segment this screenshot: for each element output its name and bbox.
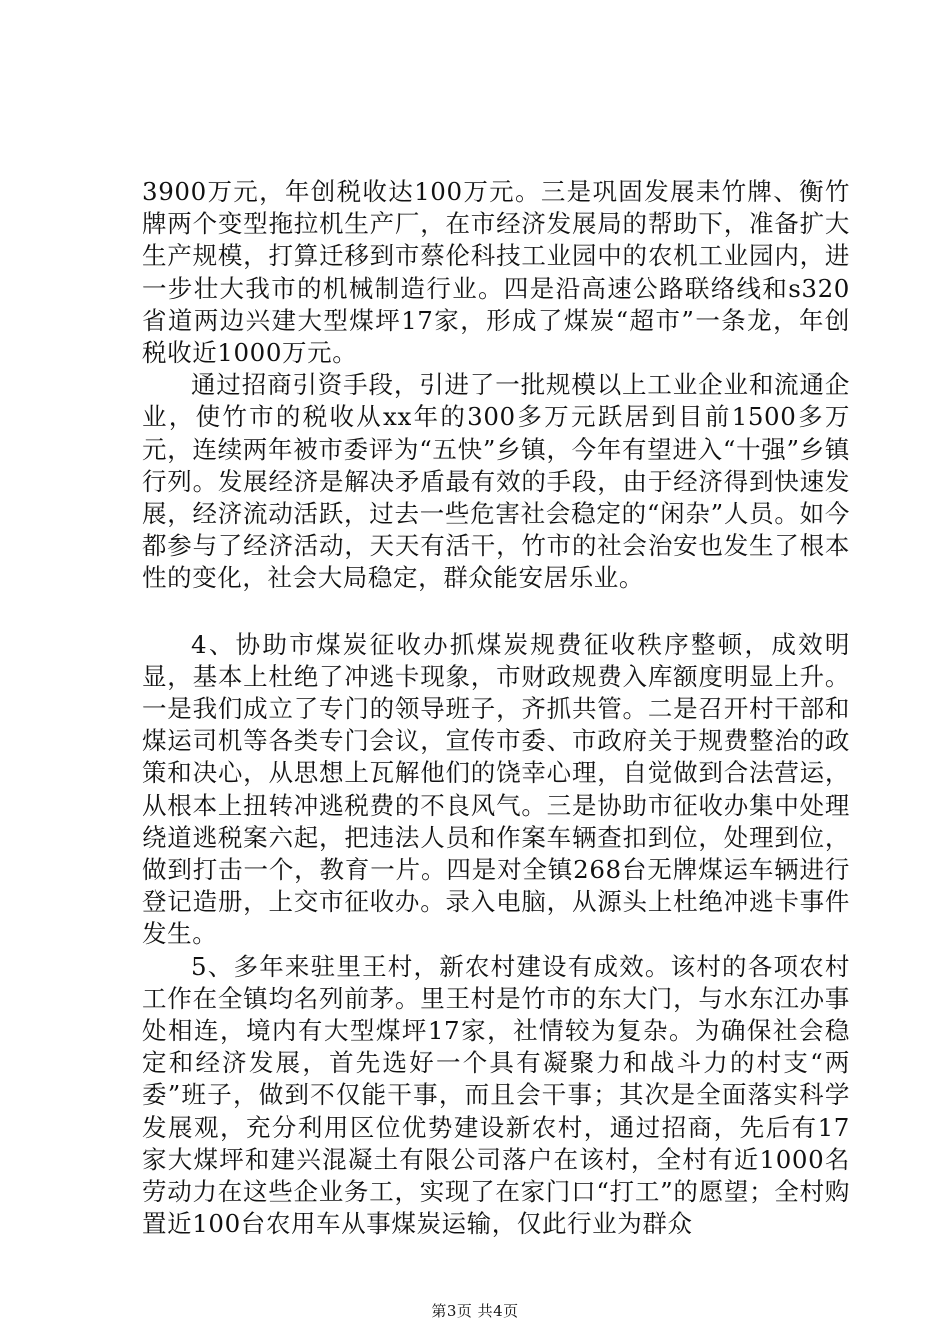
paragraph-2: 通过招商引资手段，引进了一批规模以上工业企业和流通企业，使竹市的税收从xx年的300多万元跃居到目前1500多万元，连续两年被市委评为“五快”乡镇，今年有望进入“十强”乡镇行列。发展经济是解决矛盾最有效的手段，由于经济得到快速发展，经济流动活跃，过去一些危害社会稳定的“闲杂”人员。如今都参与了经济活动，天天有活干，竹市的社会治安也发生了根本性的变化，社会大局稳定，群众能安居乐业。 — [142, 370, 850, 593]
page-footer: 第3页 共4页 — [431, 1302, 519, 1320]
paragraph-4: 5、多年来驻里王村，新农村建设有成效。该村的各项农村工作在全镇均名列前茅。里王村是竹市的东大门，与水东江办事处相连，境内有大型煤坪17家，社情较为复杂。为确保社会稳定和经济发展，首先选好一个具有凝聚力和战斗力的村支“两委”班子，做到不仅能干事，而且会干事；其次是全面落实科学发展观，充分利用区位优势建设新农村，通过招商，先后有17家大煤坪和建兴混凝土有限公司落户在该村，全村有近1000名劳动力在这些企业务工，实现了在家门口“打工”的愿望；全村购置近100台农用车从事煤炭运输，仅此行业为群众 — [142, 951, 850, 1239]
paragraph-3: 4、协助市煤炭征收办抓煤炭规费征收秩序整顿，成效明显，基本上杜绝了冲逃卡现象，市财政规费入库额度明显上升。一是我们成立了专门的领导班子，齐抓共管。二是召开村干部和煤运司机等各类专门会议，宣传市委、市政府关于规费整治的政策和决心，从思想上瓦解他们的饶幸心理，自觉做到合法营运，从根本上扭转冲逃税费的不良风气。三是协助市征收办集中处理绕道逃税案六起，把违法人员和作案车辆查扣到位，处理到位，做到打击一个，教育一片。四是对全镇268台无牌煤运车辆进行登记造册，上交市征收办。录入电脑，从源头上杜绝冲逃卡事件发生。 — [142, 629, 850, 949]
paragraph-1: 3900万元，年创税收达100万元。三是巩固发展耒竹牌、衡竹牌两个变型拖拉机生产厂，在市经济发展局的帮助下，准备扩大生产规模，打算迁移到市蔡伦科技工业园中的农机工业园内，进一步壮大我市的机械制造行业。四是沿高速公路联络线和s320省道两边兴建大型煤坪17家，形成了煤炭“超市”一条龙，年创税收近1000万元。 — [142, 177, 850, 368]
paragraph-spacer — [142, 595, 850, 629]
document-body — [142, 176, 850, 1241]
